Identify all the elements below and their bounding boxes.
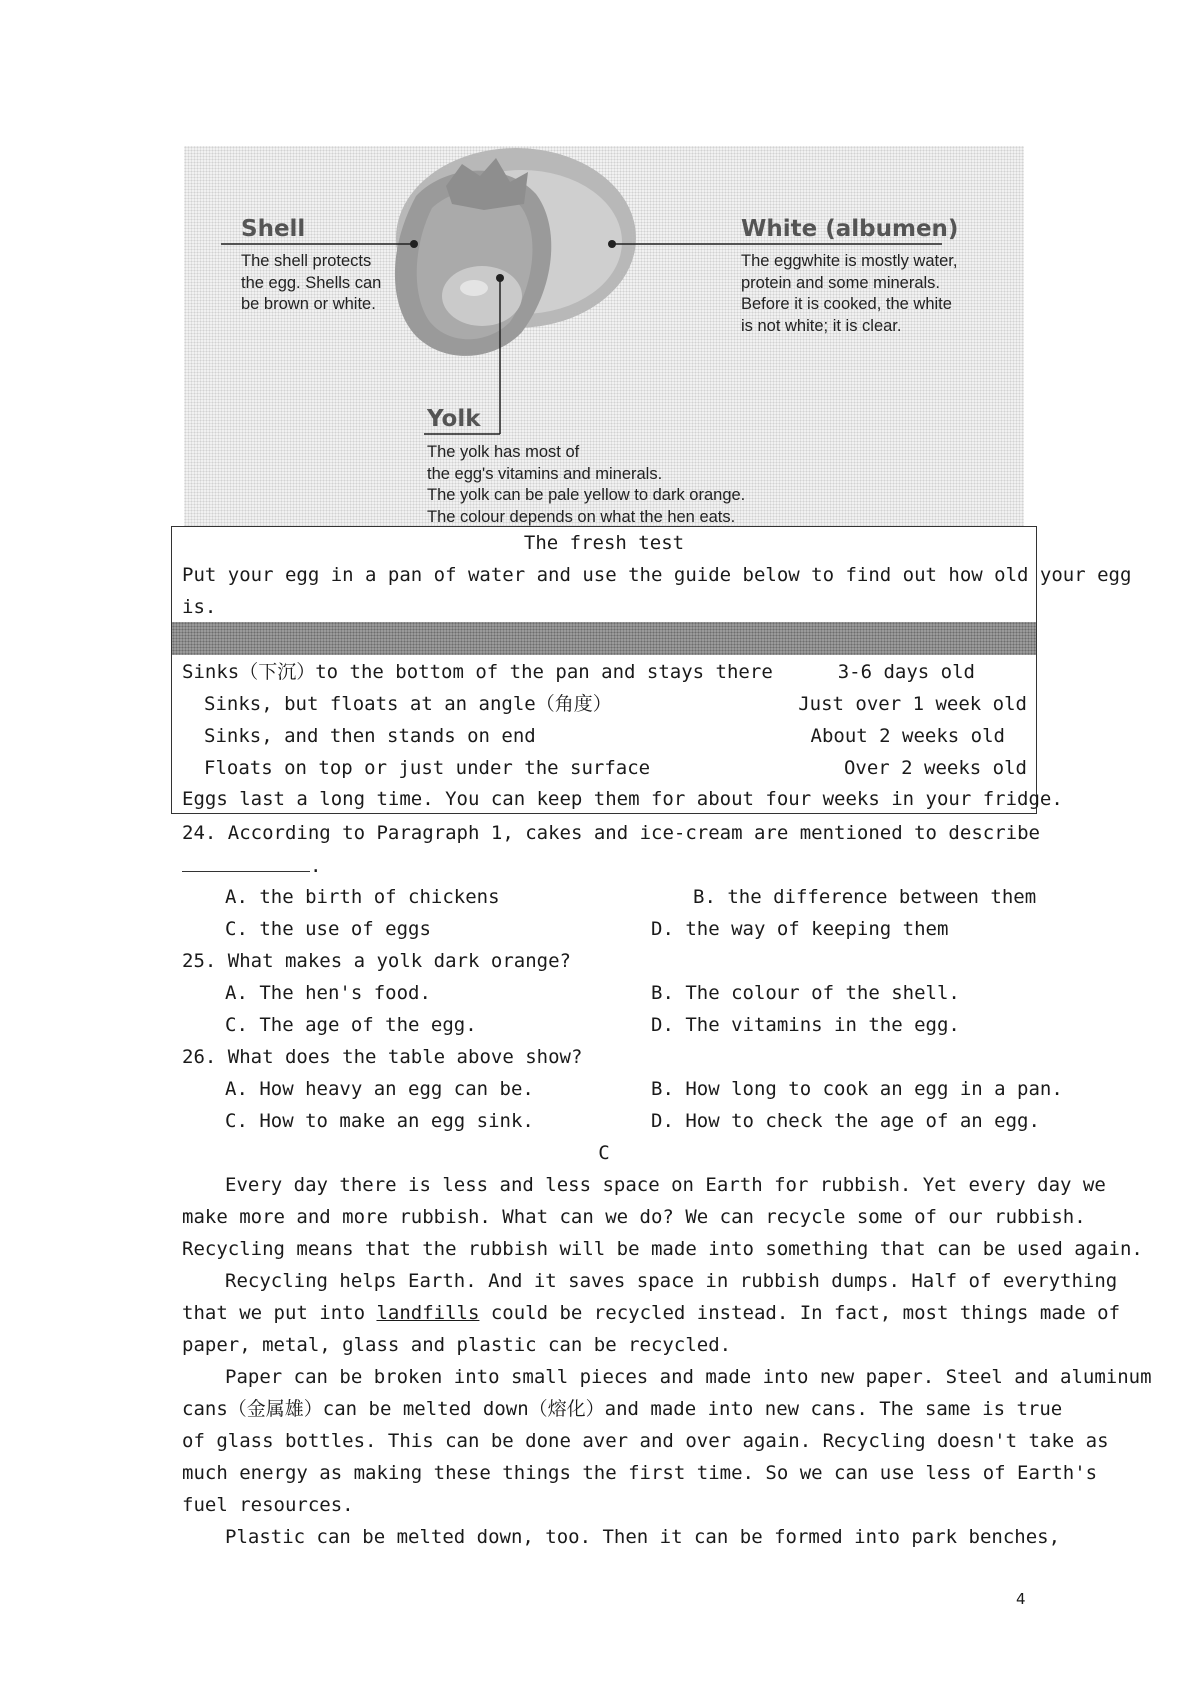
option-25-c: C. The age of the egg.	[225, 1014, 477, 1036]
paragraph-line: Paper can be broken into small pieces and made into new paper. Steel and aluminum	[225, 1366, 1152, 1388]
fresh-test-intro-cont: is.	[182, 596, 217, 618]
text-run: could be recycled instead. In fact, most things made of	[479, 1302, 1121, 1324]
paragraph-line: Recycling means that the rubbish will be made into something that can be used again.	[182, 1238, 1143, 1260]
white-line: protein and some minerals.	[741, 273, 941, 292]
shell-label-text	[241, 251, 381, 316]
fresh-test-title: The fresh test	[523, 532, 685, 554]
paragraph-line: much energy as making these things the first time. So we can use less of Earth's	[182, 1462, 1098, 1484]
question-26	[182, 1041, 582, 1073]
question-24	[182, 817, 1040, 849]
question-number: 24.	[182, 822, 217, 844]
yolk-line: The yolk has most of	[427, 443, 580, 461]
option-24-c: C. the use of eggs	[225, 918, 431, 940]
paragraph-line: Every day there is less and less space on Earth for rubbish. Yet every day we	[225, 1174, 1106, 1196]
test-row-condition: Sinks, but floats at an angle（角度）	[204, 693, 612, 715]
table-header-band	[172, 622, 1036, 655]
test-row-condition: Floats on top or just under the surface	[204, 757, 651, 779]
test-row-age: About 2 weeks old	[810, 725, 1005, 747]
option-24-a: A. the birth of chickens	[225, 886, 500, 908]
question-stem-end: .	[310, 855, 322, 877]
answer-blank	[182, 849, 310, 872]
yolk-label-title: Yolk	[427, 406, 481, 432]
test-row-condition: Sinks（下沉）to the bottom of the pan and stays there	[182, 661, 773, 683]
underlined-word: landfills	[376, 1302, 480, 1324]
paragraph-line	[182, 1297, 1120, 1329]
test-row-age: Just over 1 week old	[798, 693, 1027, 715]
shell-line: The shell protects	[241, 252, 372, 270]
option-24-d: D. the way of keeping them	[651, 918, 949, 940]
paragraph-line: paper, metal, glass and plastic can be recycled.	[182, 1334, 732, 1356]
test-row-age: Over 2 weeks old	[843, 757, 1027, 779]
paragraph-line: cans（金属雄）can be melted down（熔化）and made into new cans. The same is true	[182, 1398, 1063, 1420]
shell-line: the egg. Shells can	[241, 273, 382, 292]
question-stem: What does the table above show?	[227, 1046, 583, 1068]
fresh-test-footer: Eggs last a long time. You can keep them for about four weeks in your fridge.	[182, 788, 1063, 810]
option-26-c: C. How to make an egg sink.	[225, 1110, 534, 1132]
white-label-text	[741, 251, 957, 337]
fresh-test-intro: Put your egg in a pan of water and use the guide below to find out how old your egg	[182, 564, 1132, 586]
yolk-line: the egg's vitamins and minerals.	[427, 464, 663, 483]
test-row-condition: Sinks, and then stands on end	[204, 725, 536, 747]
yolk-label-text	[427, 442, 745, 528]
paragraph-line: fuel resources.	[182, 1494, 354, 1516]
question-number: 26.	[182, 1046, 217, 1068]
shell-label-title: Shell	[241, 216, 306, 242]
white-label-title: White (albumen)	[741, 216, 959, 242]
question-stem: What makes a yolk dark orange?	[227, 950, 571, 972]
paragraph-line: Plastic can be melted down, too. Then it can be formed into park benches,	[225, 1526, 1061, 1548]
text-run: that we put into	[182, 1302, 377, 1324]
option-26-d: D. How to check the age of an egg.	[651, 1110, 1040, 1132]
question-24-blank-line	[182, 849, 321, 882]
paragraph-line: make more and more rubbish. What can we do? We can recycle some of our rubbish.	[182, 1206, 1086, 1228]
question-stem: According to Paragraph 1, cakes and ice-cream are mentioned to describe	[227, 822, 1040, 844]
question-number: 25.	[182, 950, 217, 972]
option-25-a: A. The hen's food.	[225, 982, 431, 1004]
option-26-a: A. How heavy an egg can be.	[225, 1078, 534, 1100]
option-26-b: B. How long to cook an egg in a pan.	[651, 1078, 1063, 1100]
white-line: Before it is cooked, the white	[741, 295, 952, 313]
shell-line: be brown or white.	[241, 295, 376, 313]
test-row-age: 3-6 days old	[837, 661, 975, 683]
section-c-heading: C	[598, 1142, 610, 1164]
option-25-b: B. The colour of the shell.	[651, 982, 960, 1004]
white-line: is not white; it is clear.	[741, 316, 902, 335]
question-25	[182, 945, 571, 977]
page-number: 4	[1016, 1590, 1026, 1608]
option-24-b: B. the difference between them	[693, 886, 1037, 908]
yolk-line: The yolk can be pale yellow to dark orange.	[427, 486, 746, 504]
paragraph-line: of glass bottles. This can be done aver and over again. Recycling doesn't take as	[182, 1430, 1109, 1452]
yolk-line: The colour depends on what the hen eats.	[427, 507, 736, 526]
paragraph-line: Recycling helps Earth. And it saves space in rubbish dumps. Half of everything	[225, 1270, 1118, 1292]
egg-diagram	[184, 146, 1024, 526]
option-25-d: D. The vitamins in the egg.	[651, 1014, 960, 1036]
white-line: The eggwhite is mostly water,	[741, 252, 958, 270]
